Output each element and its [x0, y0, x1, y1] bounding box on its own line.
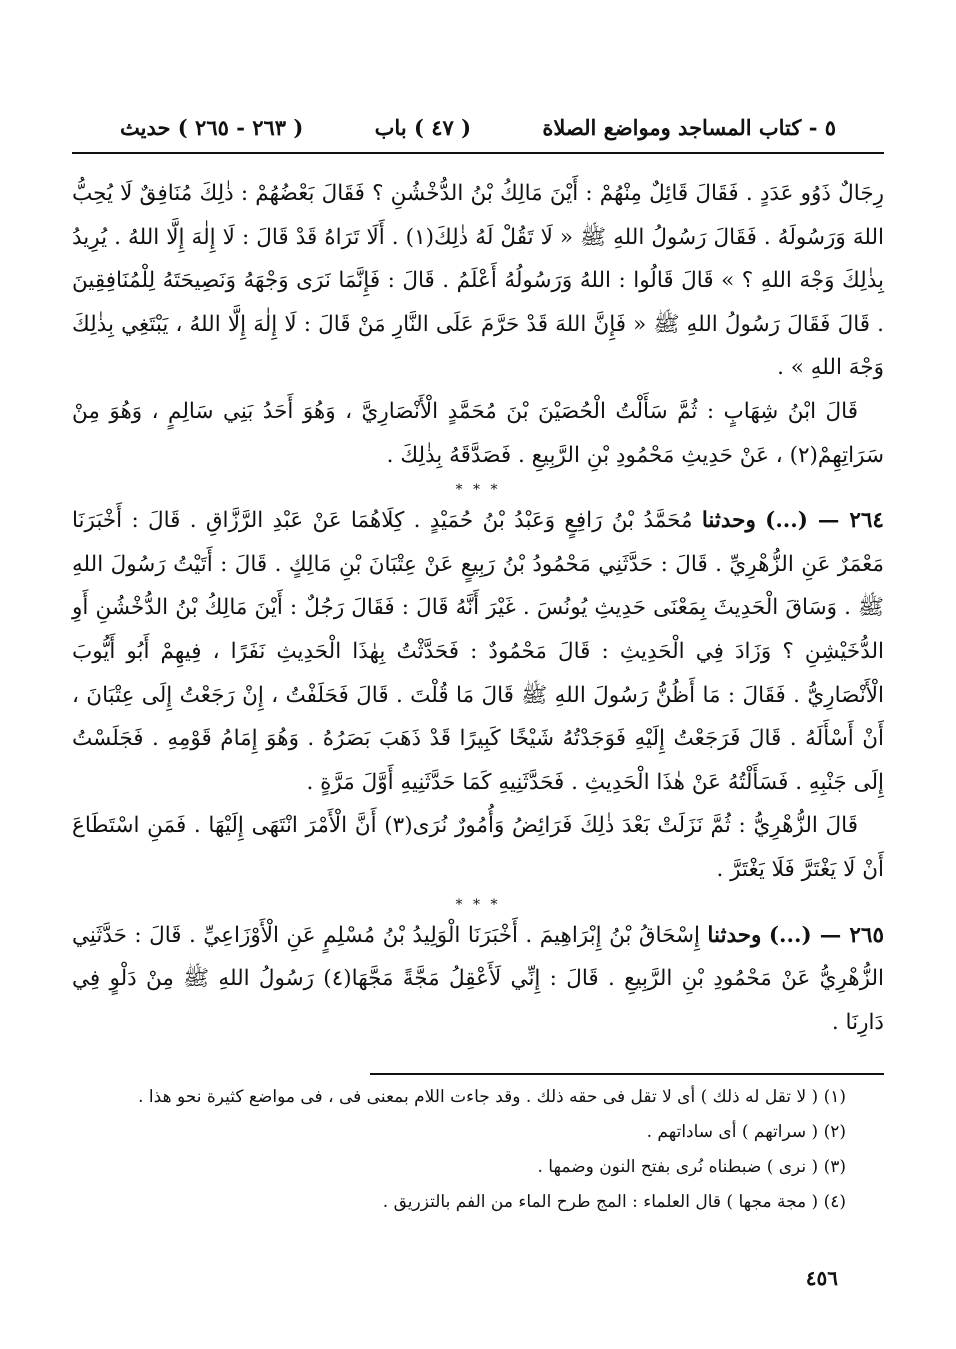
- bab-number: ( ٤٧ ) باب: [374, 114, 472, 140]
- hadith-264-number: ٢٦٤ — (...): [765, 508, 884, 534]
- running-head: [120, 110, 836, 144]
- hadith-265-lead: وحدثنا: [707, 922, 762, 948]
- section-separator-2: * * *: [455, 896, 501, 913]
- hadith-264: [72, 499, 884, 804]
- hadith-265-number: ٢٦٥ — (...): [768, 922, 885, 948]
- paragraph-1: رِجَالٌ ذَوُو عَدَدٍ . فَقَالَ قَائِلٌ مِنْهُمْ : أَيْنَ مَالِكُ بْنُ الدُّخْشُنِ ؟ فَقَالَ بَعْضُهُمْ : ذٰلِكَ مُنَافِقٌ لَا يُحِبُّ اللهَ وَرَسُولَهُ . فَقَالَ رَسُولُ اللهِ ﷺ « لَا تَقُلْ لَهُ ذٰلِكَ(١) . أَلَا تَرَاهُ قَدْ قَالَ : لَا إِلٰهَ إِلَّا اللهُ . يُرِيدُ بِذٰلِكَ وَجْهَ اللهِ ؟ » قَالَ قَالُوا : اللهُ وَرَسُولُهُ أَعْلَمُ . قَالَ : فَإِنَّمَا نَرَى وَجْهَهُ وَنَصِيحَتَهُ لِلْمُنَافِقِينَ . قَالَ فَقَالَ رَسُولُ اللهِ ﷺ « فَإِنَّ اللهَ قَدْ حَرَّمَ عَلَى النَّارِ مَنْ قَالَ : لَا إِلٰهَ إِلَّا اللهُ ، يَبْتَغِي بِذٰلِكَ وَجْهَ اللهِ » .: [72, 181, 884, 381]
- paragraph-2: قَالَ ابْنُ شِهَابٍ : ثُمَّ سَأَلْتُ الْحُصَيْنَ بْنَ مُحَمَّدٍ الْأَنْصَارِيَّ ، وَهُوَ أَحَدُ بَنِي سَالِمٍ ، وَهُوَ مِنْ سَرَاتِهِمْ(٢) ، عَنْ حَدِيثِ مَحْمُودِ بْنِ الرَّبِيعِ . فَصَدَّقَهُ بِذٰلِكَ .: [72, 398, 884, 468]
- section-separator: * * *: [455, 482, 501, 499]
- main-text: [72, 172, 884, 1044]
- hadith-265: [72, 914, 884, 1045]
- hadith-264-text: مُحَمَّدُ بْنُ رَافِعٍ وَعَبْدُ بْنُ حُمَيْدٍ . كِلَاهُمَا عَنْ عَبْدِ الرَّزَّاقِ . قَالَ : أَخْبَرَنَا مَعْمَرٌ عَنِ الزُّهْرِيِّ . قَالَ : حَدَّثَنِي مَحْمُودُ بْنُ رَبِيعٍ عَنْ عِتْبَانَ بْنِ مَالِكٍ . قَالَ : أَتَيْتُ رَسُولَ اللهِ ﷺ . وَسَاقَ الْحَدِيثَ بِمَعْنَى حَدِيثِ يُونُسَ . غَيْرَ أَنَّهُ قَالَ : فَقَالَ رَجُلٌ : أَيْنَ مَالِكُ بْنُ الدُّخْشُنِ أَوِ الدُّخَيْشِنِ ؟ وَزَادَ فِي الْحَدِيثِ : قَالَ مَحْمُودٌ : فَحَدَّثْتُ بِهٰذَا الْحَدِيثِ نَفَرًا ، فِيهِمْ أَبُو أَيُّوبَ الْأَنْصَارِيُّ . فَقَالَ : مَا أَظُنُّ رَسُولَ اللهِ ﷺ قَالَ مَا قُلْتَ . قَالَ فَحَلَفْتُ ، إِنْ رَجَعْتُ إِلَى عِتْبَانَ ، أَنْ أَسْأَلَهُ . قَالَ فَرَجَعْتُ إِلَيْهِ فَوَجَدْتُهُ شَيْخًا كَبِيرًا قَدْ ذَهَبَ بَصَرُهُ . وَهُوَ إِمَامُ قَوْمِهِ . فَجَلَسْتُ إِلَى جَنْبِهِ . فَسَأَلْتُهُ عَنْ هٰذَا الْحَدِيثِ . فَحَدَّثَنِيهِ كَمَا حَدَّثَنِيهِ أَوَّلَ مَرَّةٍ .: [72, 508, 884, 795]
- footnotes: [138, 1080, 846, 1220]
- page-number: ٤٥٦: [805, 1266, 838, 1290]
- paragraph-3: قَالَ الزُّهْرِيُّ : ثُمَّ نَزَلَتْ بَعْدَ ذٰلِكَ فَرَائِضُ وَأُمُورٌ نُرَى(٣) أَنَّ الْأَمْرَ انْتَهَى إِلَيْهَا . فَمَنِ اسْتَطَاعَ أَنْ لَا يَغْتَرَّ فَلَا يَغْتَرَّ .: [72, 813, 884, 882]
- hadith-range: ( ٢٦٣ - ٢٦٥ ) حديث: [120, 114, 304, 140]
- header-divider: [72, 152, 884, 154]
- footnote-2: (٢) ( سراتهم ) أى ساداتهم .: [646, 1122, 846, 1142]
- footnote-divider: [370, 1073, 884, 1075]
- footnote-4: (٤) ( مجة مجها ) قال العلماء : المج طرح الماء من الفم بالتزريق .: [382, 1192, 846, 1212]
- footnote-1: (١) ( لا تقل له ذلك ) أى لا تقل فى حقه ذلك . وقد جاءت اللام بمعنى فى ، فى مواضع كثيرة نحو هذا .: [138, 1087, 846, 1107]
- footnote-3: (٣) ( نرى ) ضبطناه نُرى بفتح النون وضمها .: [537, 1157, 846, 1177]
- hadith-265-text: إِسْحَاقُ بْنُ إِبْرَاهِيمَ . أَخْبَرَنَا الْوَلِيدُ بْنُ مُسْلِمٍ عَنِ الْأَوْزَاعِيِّ . قَالَ : حَدَّثَنِي الزُّهْرِيُّ عَنْ مَحْمُودِ بْنِ الرَّبِيعِ . قَالَ : إِنِّي لَأَعْقِلُ مَجَّةً مَجَّهَا(٤) رَسُولُ اللهِ ﷺ مِنْ دَلْوٍ فِي دَارِنَا .: [72, 922, 884, 1035]
- chapter-title: ٥ - كتاب المساجد ومواضع الصلاة: [542, 114, 836, 140]
- hadith-264-lead: وحدثنا: [701, 508, 756, 534]
